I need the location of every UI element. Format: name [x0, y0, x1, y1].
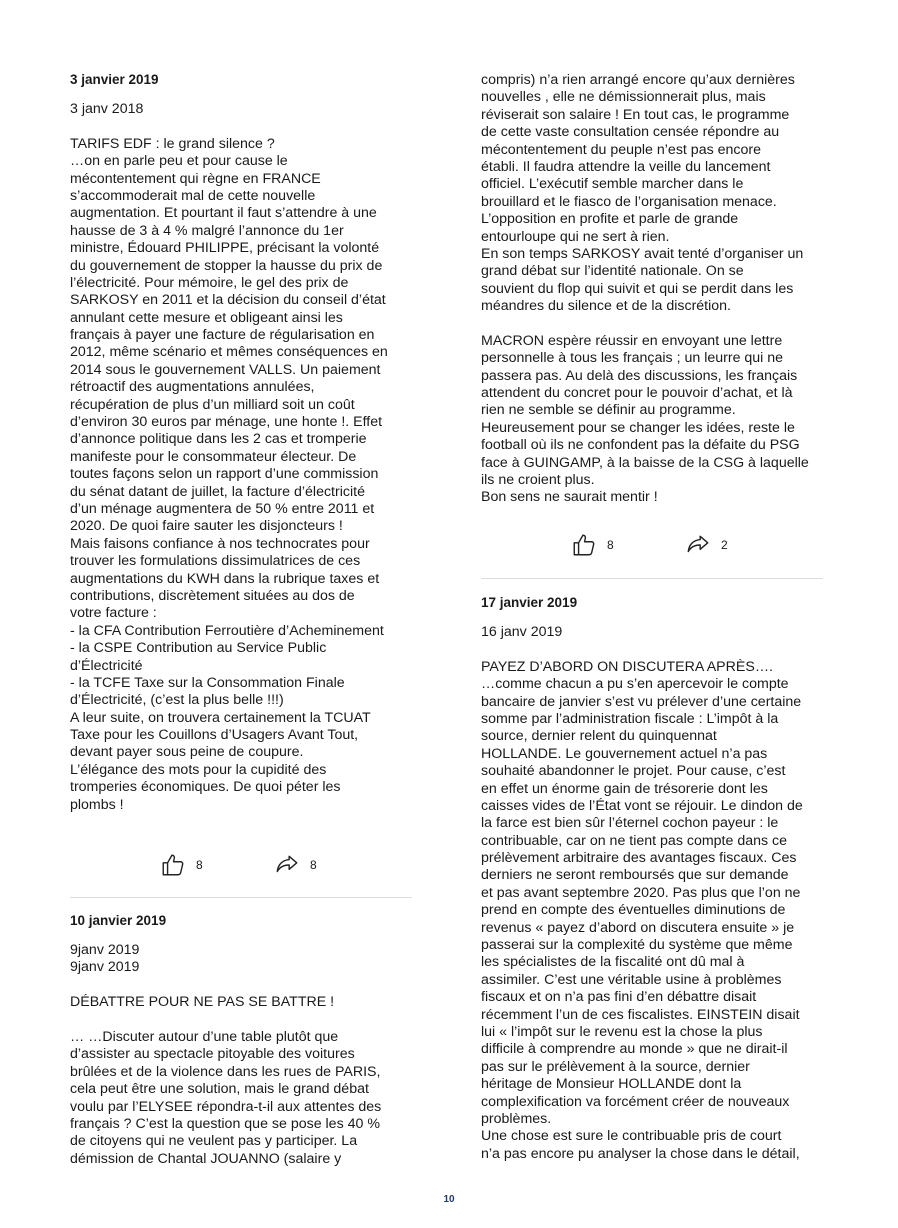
text-line: TARIFS EDF : le grand silence ?: [70, 135, 275, 152]
text-line: [70, 118, 412, 135]
text-line: et pas avant septembre 2020. Pas plus que l’on ne: [481, 884, 801, 901]
text-line: de citoyens qui ne veulent pas y participer. La: [70, 1133, 358, 1150]
text-line: mécontentement du peuple n’est pas encore: [481, 141, 761, 158]
text-line: personnelle à tous les français ; un leurre qui ne: [481, 350, 784, 367]
text-line: [481, 315, 823, 332]
post-body-jan10: [70, 942, 412, 1168]
text-line: difficile à comprendre au monde » que ne dirait-il: [481, 1041, 788, 1058]
text-line: devant payer sous peine de coupure.: [70, 744, 304, 761]
text-line: caisses vides de l’État vont se réjouir. Le dindon de: [481, 797, 803, 814]
post-body-jan3: [70, 101, 412, 814]
post-date-heading: 3 janvier 2019: [70, 72, 159, 87]
text-line: de cette vaste consultation censée répondre au: [481, 124, 780, 141]
text-line: manifeste pour le consommateur électeur. De: [70, 448, 357, 465]
post-body-jan10-continued: [481, 72, 823, 507]
share-count: 8: [310, 858, 317, 872]
text-line: - la CFA Contribution Ferroutière d’Acheminement: [70, 622, 384, 639]
text-line: récupération de plus d’un milliard soit un coût: [70, 396, 355, 413]
text-line: pas sur le prélèvement à la source, dernier: [481, 1058, 750, 1075]
text-line: d’annonce politique dans les 2 cas et tromperie: [70, 431, 367, 448]
text-line: en effet un énorme gain de trésorerie dont les: [481, 780, 768, 797]
text-line: Mais faisons confiance à nos technocrates pour: [70, 535, 370, 552]
text-line: - la TCFE Taxe sur la Consommation Finale: [70, 674, 345, 691]
text-line: L’opposition en profite et parle de grande: [481, 211, 739, 228]
text-line: ils ne croient plus.: [481, 471, 595, 488]
text-line: Une chose est sure le contribuable pris de court: [481, 1128, 782, 1145]
post-body-jan17: [481, 624, 823, 1163]
text-line: bancaire de janvier s’est vu prélever d’une certaine: [481, 693, 802, 710]
text-line: DÉBATTRE POUR NE PAS SE BATTRE !: [70, 994, 335, 1011]
text-line: n’a pas encore pu analyser la chose dans le détail,: [481, 1145, 800, 1162]
post-reactions-jan10: [481, 532, 823, 566]
text-line: tromperies économiques. De quoi péter les: [70, 779, 341, 796]
text-line: SARKOSY en 2011 et la décision du conseil d’état: [70, 292, 386, 309]
text-line: toutes façons selon un rapport d’une commission: [70, 466, 379, 483]
text-line: la farce est bien sûr l’éternel cochon payeur : le: [481, 815, 779, 832]
post-divider: [481, 578, 823, 579]
text-line: 2014 sous le gouvernement VALLS. Un paiement: [70, 361, 381, 378]
text-line: assimiler. C’est une véritable usine à problèmes: [481, 971, 782, 988]
text-line: brouillard et le fiasco de l’organisation menace.: [481, 193, 777, 210]
text-line: prélèvement arbitraire des avantages fiscaux. Ces: [481, 850, 797, 867]
text-line: derniers ne seront remboursés que sur demande: [481, 867, 789, 884]
text-line: …on en parle peu et pour cause le: [70, 153, 288, 170]
text-line: A leur suite, on trouvera certainement la TCUAT: [70, 709, 371, 726]
text-line: - la CSPE Contribution au Service Public: [70, 640, 327, 657]
text-line: s’accommoderait mal de cette nouvelle: [70, 187, 316, 204]
text-line: hausse de 3 à 4 % malgré l’annonce du 1er: [70, 222, 344, 239]
text-line: rétroactif des augmentations annulées,: [70, 379, 315, 396]
text-line: héritage de Monsieur HOLLANDE dont la: [481, 1076, 742, 1093]
like-button[interactable]: [160, 852, 203, 878]
text-line: d’Électricité, (c’est la plus belle !!!): [70, 692, 284, 709]
text-line: brûlées et de la violence dans les rues de PARIS,: [70, 1063, 381, 1080]
text-line: souvient du flop qui suivit et qui se perdit dans les: [481, 280, 794, 297]
text-line: d’Électricité: [70, 657, 143, 674]
text-line: plombs !: [70, 796, 124, 813]
text-line: lui « l’impôt sur le revenu est la chose la plus: [481, 1023, 763, 1040]
text-line: 16 janv 2019: [481, 624, 563, 640]
text-line: rien ne semble se définir au programme.: [481, 402, 736, 419]
text-line: mécontentement qui règne en FRANCE: [70, 170, 321, 187]
text-line: nouvelles , elle ne démissionnerait plus, mais: [481, 89, 766, 106]
post-divider: [70, 897, 412, 898]
text-line: du gouvernement de stopper la hausse du prix de: [70, 257, 383, 274]
post-date-heading: 10 janvier 2019: [70, 913, 167, 928]
text-line: passerai sur la complexité du système que même: [481, 937, 793, 954]
text-line: français ? C’est la question que se pose les 40 %: [70, 1115, 380, 1132]
text-line: PAYEZ D’ABORD ON DISCUTERA APRÈS….: [481, 658, 773, 675]
text-line: [70, 1012, 412, 1029]
share-arrow-icon: [685, 532, 711, 558]
share-count: 2: [721, 538, 728, 552]
text-line: d’environ 30 euros par ménage, une honte !. Effet: [70, 414, 383, 431]
text-line: trouver les formulations dissimulatrices de ces: [70, 553, 361, 570]
text-line: [70, 977, 412, 994]
text-line: cela peut être une solution, mais le grand débat: [70, 1081, 369, 1098]
text-line: officiel. L’exécutif semble marcher dans le: [481, 176, 744, 193]
text-line: contributions, discrètement situées au dos de: [70, 587, 355, 604]
text-line: fiscaux et on n’a pas fini d’en débattre disait: [481, 989, 757, 1006]
thumbs-up-icon: [571, 532, 597, 558]
text-line: prend en compte des éventuelles diminutions de: [481, 902, 786, 919]
text-line: d’un ménage augmentera de 50 % entre 2011 et: [70, 500, 375, 517]
text-line: 9janv 2019: [70, 942, 140, 958]
text-line: votre facture :: [70, 605, 157, 622]
text-line: attendent du concret pour le pouvoir d’achat, et là: [481, 385, 793, 402]
text-line: L’élégance des mots pour la cupidité des: [70, 761, 327, 778]
text-line: 9janv 2019: [70, 959, 140, 976]
text-line: établi. Il faudra attendre la veille du lancement: [481, 158, 771, 175]
text-line: revenus « payez d’abord on discutera ensuite » je: [481, 919, 795, 936]
like-button[interactable]: [571, 532, 614, 558]
text-line: Heureusement pour se changer les idées, reste le: [481, 419, 795, 436]
text-line: Bon sens ne saurait mentir !: [481, 489, 658, 506]
text-line: complexification va forcément créer de nouveaux: [481, 1093, 790, 1110]
text-line: passera pas. Au delà des discussions, les français: [481, 367, 798, 384]
text-line: … …Discuter autour d’une table plutôt que: [70, 1028, 339, 1045]
text-line: les spécialistes de la fiscalité ont dû mal à: [481, 954, 745, 971]
text-line: problèmes.: [481, 1110, 552, 1127]
text-line: HOLLANDE. Le gouvernement actuel n’a pas: [481, 745, 768, 762]
text-line: démission de Chantal JOUANNO (salaire y: [70, 1150, 342, 1167]
text-line: grand débat sur l’identité nationale. On se: [481, 263, 744, 280]
text-line: Taxe pour les Couillons d’Usagers Avant Tout,: [70, 727, 359, 744]
text-line: 2020. De quoi faire sauter les disjoncteurs !: [70, 518, 343, 535]
text-line: source, dernier relent du quinquennat: [481, 728, 717, 745]
post-date-heading: 17 janvier 2019: [481, 595, 578, 610]
share-button[interactable]: [274, 852, 317, 878]
like-count: 8: [196, 858, 203, 872]
page-number: 10: [443, 1194, 455, 1205]
like-count: 8: [607, 538, 614, 552]
text-line: réviserait son salaire ! En tout cas, le programme: [481, 106, 790, 123]
text-line: 3 janv 2018: [70, 101, 144, 117]
text-line: En son temps SARKOSY avait tenté d’organiser un: [481, 245, 804, 262]
text-line: du sénat datant de juillet, la facture d’électricité: [70, 483, 365, 500]
text-line: entourloupe qui ne sert à rien.: [481, 228, 670, 245]
text-line: méandres du silence et de la discrétion.: [481, 298, 731, 315]
share-arrow-icon: [274, 852, 300, 878]
text-line: ministre, Édouard PHILIPPE, précisant la volonté: [70, 240, 380, 257]
text-line: face à GUINGAMP, à la baisse de la CSG à laquelle: [481, 454, 809, 471]
text-line: …comme chacun a pu s’en apercevoir le compte: [481, 676, 789, 693]
text-line: [481, 641, 823, 658]
text-line: contribuable, car on ne tient pas compte dans ce: [481, 832, 788, 849]
text-line: l’électricité. Pour mémoire, le gel des prix de: [70, 274, 349, 291]
text-line: football où ils ne confondent pas la défaite du PSG: [481, 437, 800, 454]
text-line: récemment l’un de ces fiscalistes. EINSTEIN disait: [481, 1006, 800, 1023]
text-line: souhaité abandonner le projet. Pour cause, c’est: [481, 763, 786, 780]
text-line: augmentations du KWH dans la rubrique taxes et: [70, 570, 380, 587]
text-line: MACRON espère réussir en envoyant une lettre: [481, 332, 783, 349]
thumbs-up-icon: [160, 852, 186, 878]
text-line: voulu par l’ELYSEE répondra-t-il aux attentes des: [70, 1098, 382, 1115]
text-line: augmentation. Et pourtant il faut s’attendre à une: [70, 205, 377, 222]
text-line: français à payer une facture de régularisation en: [70, 327, 375, 344]
text-line: annulant cette mesure et obligeant ainsi les: [70, 309, 343, 326]
text-line: compris) n’a rien arrangé encore qu’aux dernières: [481, 72, 795, 88]
text-line: somme par l’administration fiscale : L’impôt à la: [481, 710, 779, 727]
post-reactions-jan3: [70, 852, 412, 886]
share-button[interactable]: [685, 532, 728, 558]
text-line: d’assister au spectacle pitoyable des voitures: [70, 1046, 355, 1063]
text-line: 2012, même scénario et mêmes conséquences en: [70, 344, 388, 361]
